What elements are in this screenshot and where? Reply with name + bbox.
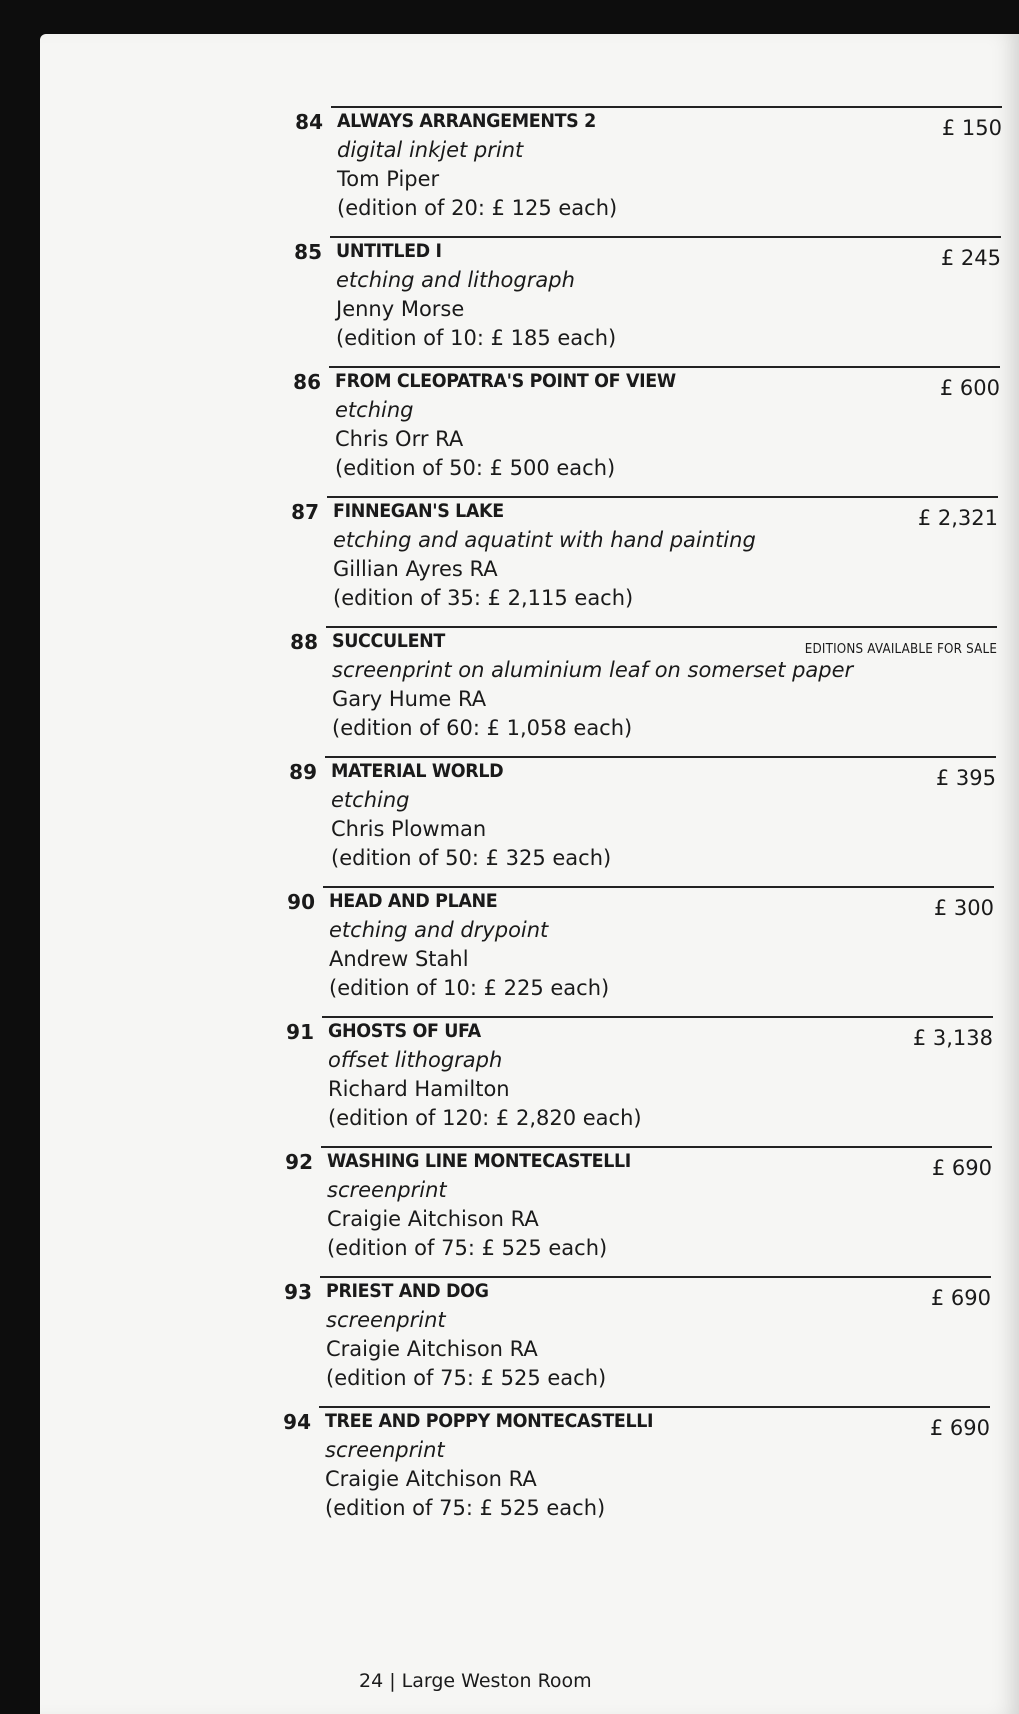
catalogue-entry-89 <box>289 756 996 884</box>
entry-edition: (edition of 35: £ 2,115 each) <box>333 586 634 610</box>
entry-edition: (edition of 75: £ 525 each) <box>326 1366 607 1390</box>
page-footer: 24 | Large Weston Room <box>359 1670 592 1692</box>
catalogue-entry-93 <box>284 1276 991 1404</box>
entry-title: HEAD AND PLANE <box>329 890 498 912</box>
entry-title: FINNEGAN'S LAKE <box>333 500 504 522</box>
catalogue-entry-86 <box>293 366 1000 494</box>
entry-edition: (edition of 50: £ 325 each) <box>331 846 612 870</box>
entry-medium: screenprint <box>325 1438 445 1462</box>
catalogue-page <box>40 34 1019 1714</box>
entry-title: TREE AND POPPY MONTECASTELLI <box>325 1410 654 1432</box>
entry-title: ALWAYS ARRANGEMENTS 2 <box>337 110 596 132</box>
catalogue-entry-84 <box>295 106 1002 234</box>
entry-artist: Craigie Aitchison RA <box>326 1337 538 1361</box>
entry-edition: (edition of 75: £ 525 each) <box>327 1236 608 1260</box>
entry-edition: (edition of 75: £ 525 each) <box>325 1496 606 1520</box>
entry-number: 87 <box>291 500 319 524</box>
entry-price: £ 3,138 <box>912 1026 993 1050</box>
entry-medium: screenprint <box>327 1178 447 1202</box>
entry-edition: (edition of 60: £ 1,058 each) <box>332 716 633 740</box>
entry-edition: (edition of 50: £ 500 each) <box>335 456 616 480</box>
entry-medium: screenprint on aluminium leaf on somerset paper <box>332 658 854 682</box>
entry-number: 90 <box>287 890 315 914</box>
entry-artist: Tom Piper <box>337 167 440 191</box>
entry-medium: screenprint <box>326 1308 446 1332</box>
catalogue-entry-87 <box>291 496 998 624</box>
entry-title: PRIEST AND DOG <box>326 1280 489 1302</box>
entry-price: £ 690 <box>930 1286 991 1310</box>
entry-artist: Chris Plowman <box>331 817 487 841</box>
entry-medium: etching and drypoint <box>329 918 549 942</box>
entry-edition: (edition of 20: £ 125 each) <box>337 196 618 220</box>
entry-medium: etching and aquatint with hand painting <box>333 528 756 552</box>
catalogue-entry-91 <box>286 1016 993 1144</box>
entry-artist: Gary Hume RA <box>332 687 487 711</box>
entry-artist: Jenny Morse <box>336 297 465 321</box>
entry-artist: Andrew Stahl <box>329 947 469 971</box>
entry-edition: (edition of 120: £ 2,820 each) <box>328 1106 642 1130</box>
entry-artist: Craigie Aitchison RA <box>327 1207 539 1231</box>
entry-number: 94 <box>283 1410 311 1434</box>
entry-number: 88 <box>290 630 318 654</box>
entry-number: 93 <box>284 1280 312 1304</box>
catalogue-entry-90 <box>287 886 994 1014</box>
catalogue-entry-92 <box>285 1146 992 1274</box>
entry-price: £ 600 <box>939 376 1000 400</box>
entry-title: UNTITLED I <box>336 240 442 262</box>
entry-number: 89 <box>289 760 317 784</box>
entry-title: MATERIAL WORLD <box>331 760 504 782</box>
entry-price: £ 690 <box>931 1156 992 1180</box>
catalogue-entry-94 <box>283 1406 990 1534</box>
entry-edition: (edition of 10: £ 185 each) <box>336 326 617 350</box>
entry-price: £ 245 <box>940 246 1001 270</box>
entry-price: £ 150 <box>941 116 1002 140</box>
entry-number: 85 <box>294 240 322 264</box>
entry-price: £ 395 <box>935 766 996 790</box>
catalogue-entry-88 <box>290 626 997 754</box>
entry-artist: Richard Hamilton <box>328 1077 510 1101</box>
entry-number: 92 <box>285 1150 313 1174</box>
entry-artist: Chris Orr RA <box>335 427 464 451</box>
entry-title: WASHING LINE MONTECASTELLI <box>327 1150 631 1172</box>
entry-medium: digital inkjet print <box>337 138 524 162</box>
entry-medium: etching <box>331 788 410 812</box>
entry-price: £ 690 <box>929 1416 990 1440</box>
catalogue-entry-85 <box>294 236 1001 364</box>
entry-edition: (edition of 10: £ 225 each) <box>329 976 610 1000</box>
entry-title: SUCCULENT <box>332 630 445 652</box>
entry-price: £ 2,321 <box>917 506 998 530</box>
editions-available-note: EDITIONS AVAILABLE FOR SALE <box>804 642 997 657</box>
entry-medium: etching and lithograph <box>336 268 575 292</box>
entry-number: 91 <box>286 1020 314 1044</box>
entry-title: FROM CLEOPATRA'S POINT OF VIEW <box>335 370 676 392</box>
entry-price: £ 300 <box>933 896 994 920</box>
entry-number: 86 <box>293 370 321 394</box>
entry-medium: offset lithograph <box>328 1048 503 1072</box>
entry-title: GHOSTS OF UFA <box>328 1020 481 1042</box>
entry-artist: Craigie Aitchison RA <box>325 1467 537 1491</box>
entry-artist: Gillian Ayres RA <box>333 557 498 581</box>
entry-medium: etching <box>335 398 414 422</box>
entry-number: 84 <box>295 110 323 134</box>
